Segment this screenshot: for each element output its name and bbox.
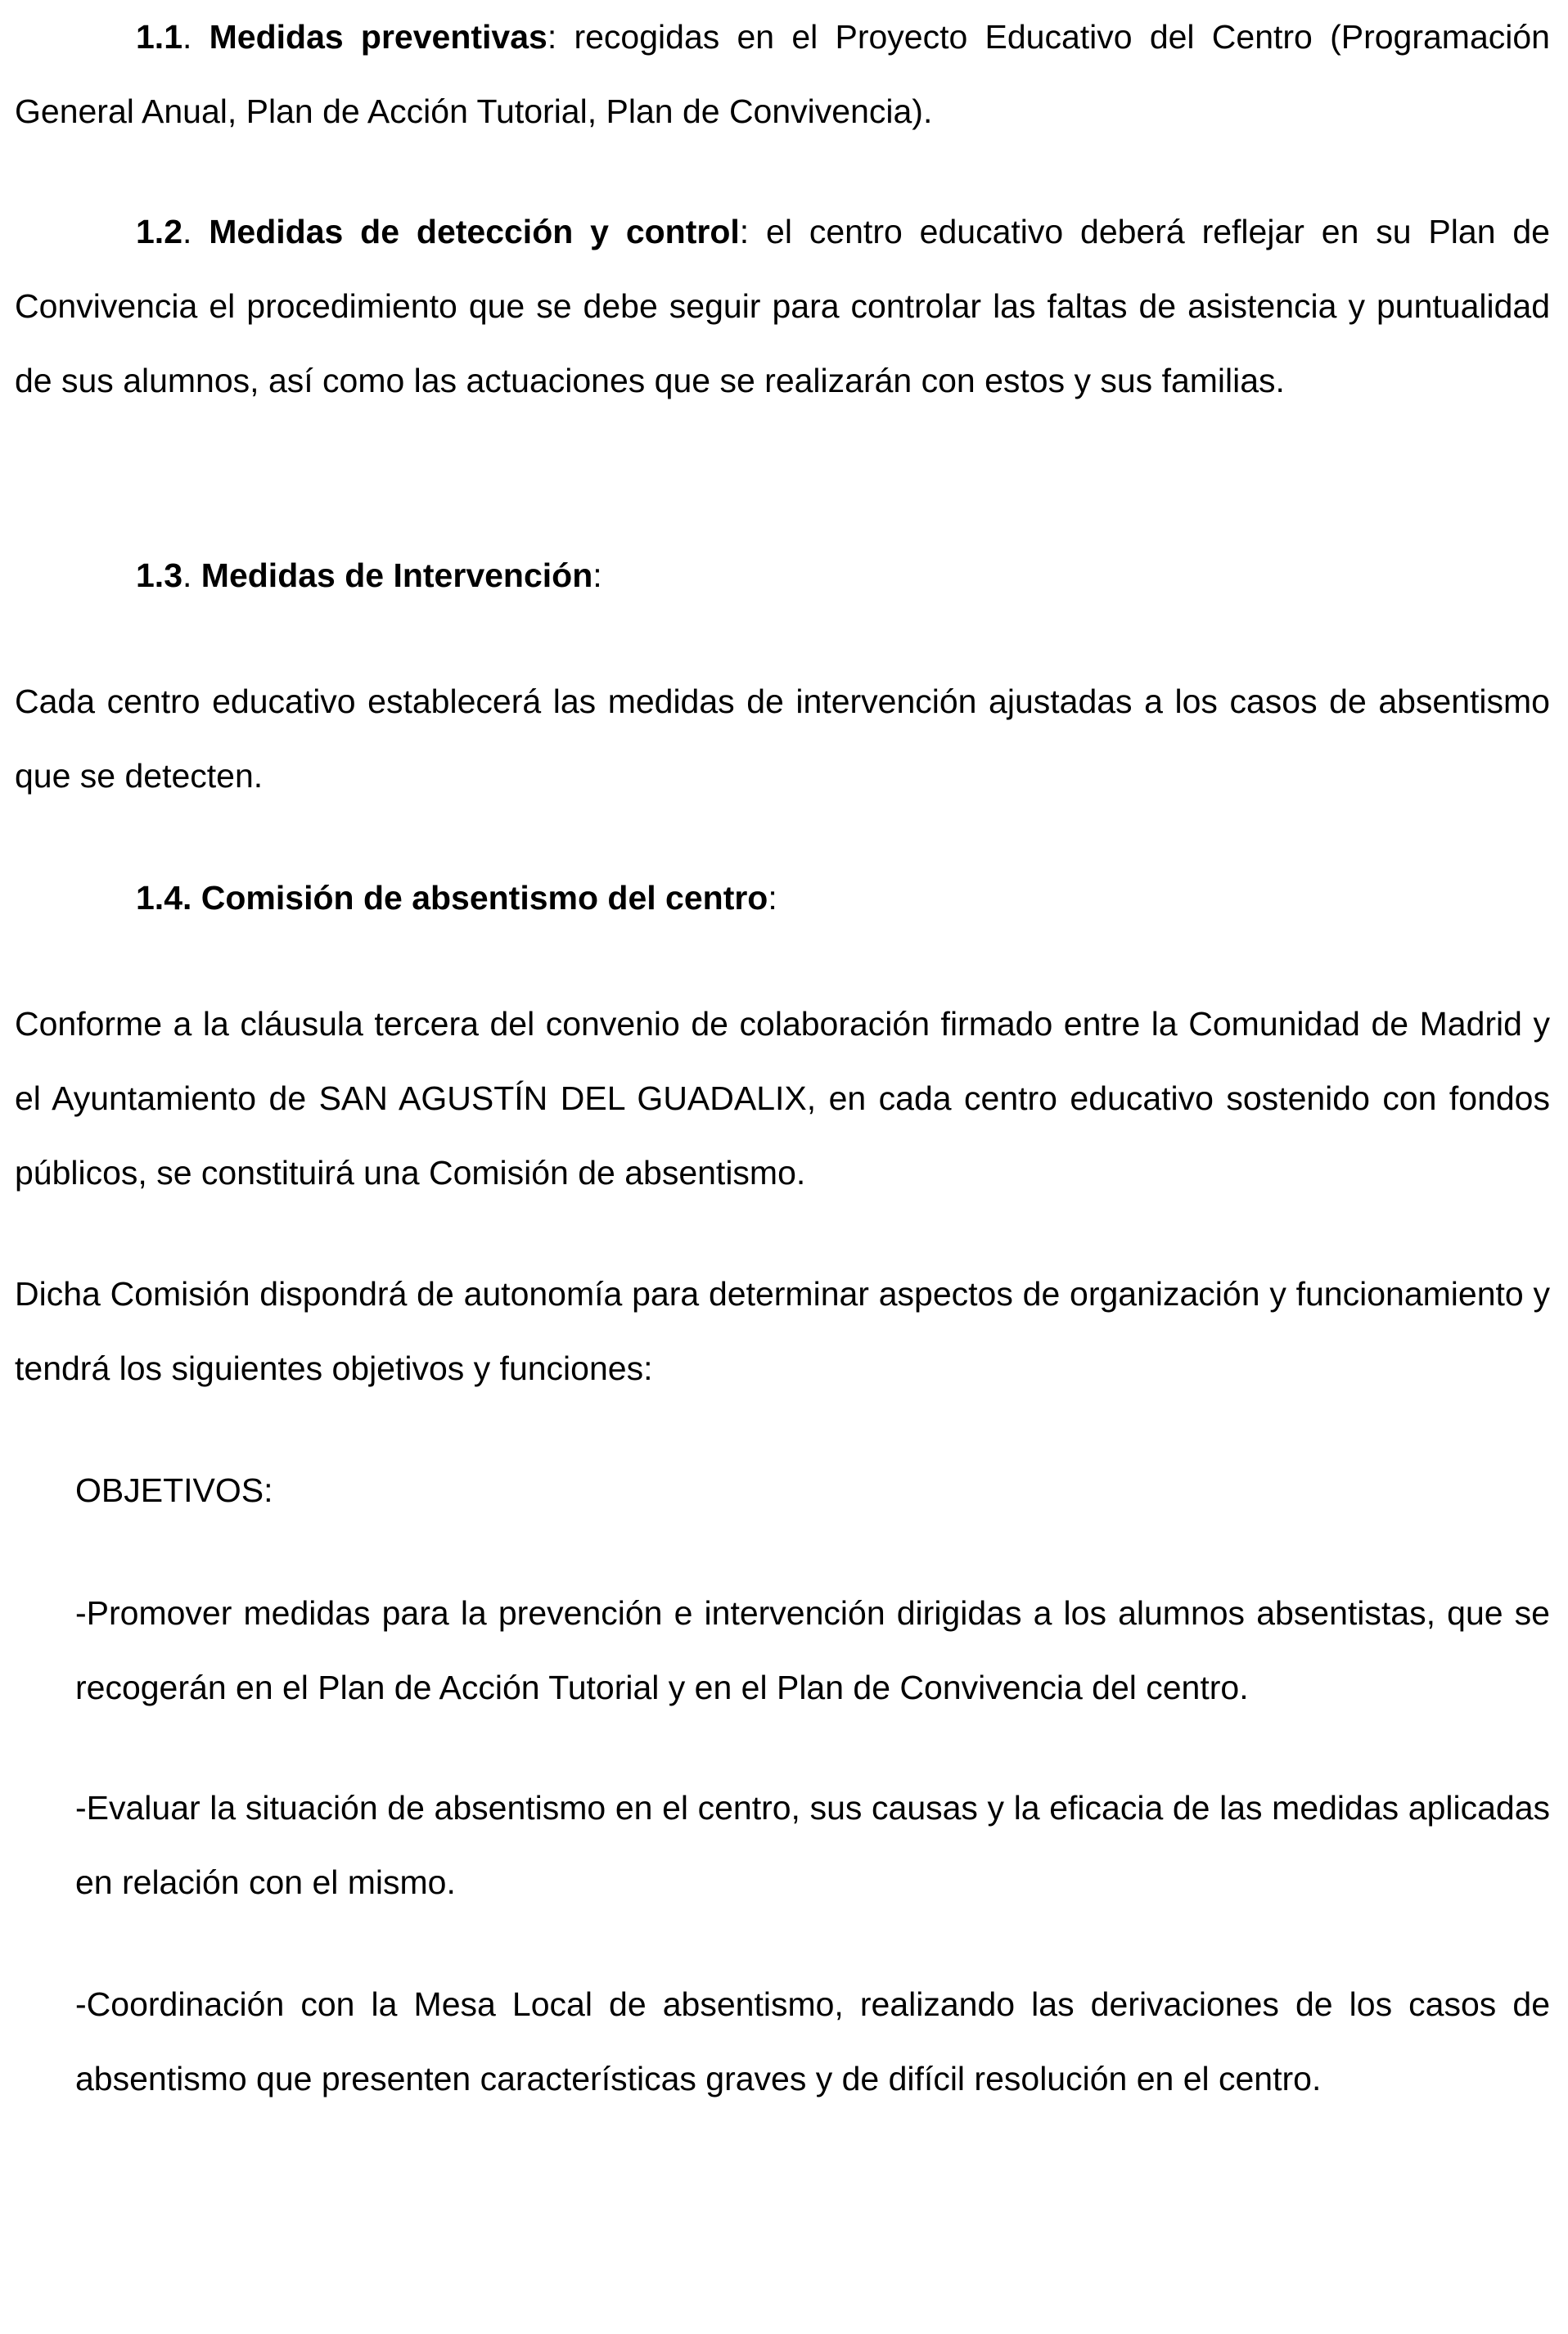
section-1-4-body2-block [15,1257,1550,1406]
section-1-4-body2: Dicha Comisión dispondrá de autonomía para determinar aspectos de organización y funcionamiento y tendrá los siguientes objetivos y funciones: [15,1275,1550,1387]
section-1-3-heading [15,538,1550,613]
objectives-label: OBJETIVOS: [75,1471,273,1509]
objective-item-3-block [15,1967,1550,2116]
section-1-3-body: Cada centro educativo establecerá las medidas de intervención ajustadas a los casos de absentismo que se detecten. [15,683,1550,795]
section-1-4-heading-line: 1.4. Comisión de absentismo del centro: [136,879,777,917]
objective-item-1-block [15,1576,1550,1725]
section-1-1 [15,0,1550,149]
section-1-3-title: Medidas de Intervención [201,556,593,594]
section-1-1-number: 1.1 [136,18,182,56]
section-1-1-text: recogidas en el Proyecto Educativo del Centro (Programación General Anual, Plan de Acción Tutorial, Plan de Convivencia). [15,18,1550,130]
objective-item: -Evaluar la situación de absentismo en el centro, sus causas y la eficacia de las medidas aplicadas en relación con el mismo. [75,1789,1550,1901]
section-1-2-paragraph: 1.2. Medidas de detección y control: el centro educativo deberá reflejar en su Plan de Convivencia el procedimiento que se debe seguir para controlar las faltas de asistencia y puntualidad de sus alumnos, así como las actuaciones que se realizarán con estos y sus familias. [15,213,1550,399]
section-1-3-body-block [15,665,1550,813]
objective-item: -Coordinación con la Mesa Local de absentismo, realizando las derivaciones de los casos de absentismo que presenten características graves y de difícil resolución en el centro. [75,1985,1550,2097]
section-1-2-text: el centro educativo deberá reflejar en su Plan de Convivencia el procedimiento que se debe seguir para controlar las faltas de asistencia y puntualidad de sus alumnos, así como las actuaciones que se realizarán con estos y sus familias. [15,213,1550,399]
objective-item-2-block [15,1771,1550,1920]
section-1-1-paragraph: 1.1. Medidas preventivas: recogidas en el Proyecto Educativo del Centro (Programación General Anual, Plan de Acción Tutorial, Plan de Convivencia). [15,18,1550,130]
section-1-4-body1: Conforme a la cláusula tercera del convenio de colaboración firmado entre la Comunidad de Madrid y el Ayuntamiento de SAN AGUSTÍN DEL GUADALIX, en cada centro educativo sostenido con fondos públicos, se constituirá una Comisión de absentismo. [15,1005,1550,1192]
section-1-4-body1-block [15,987,1550,1210]
section-1-1-title: Medidas preventivas [209,18,547,56]
section-1-2-number: 1.2 [136,213,182,250]
section-1-4-heading-block [15,861,1550,935]
objectives-label-block [15,1453,1550,1528]
section-1-3-heading-line: 1.3. Medidas de Intervención: [136,556,602,594]
section-1-3-number: 1.3 [136,556,182,594]
section-1-2 [15,195,1550,418]
section-1-2-title: Medidas de detección y control [209,213,740,250]
section-1-4-heading: 1.4. Comisión de absentismo del centro [136,879,768,917]
objective-item: -Promover medidas para la prevención e intervención dirigidas a los alumnos absentistas, que se recogerán en el Plan de Acción Tutorial y en el Plan de Convivencia del centro. [75,1594,1550,1706]
